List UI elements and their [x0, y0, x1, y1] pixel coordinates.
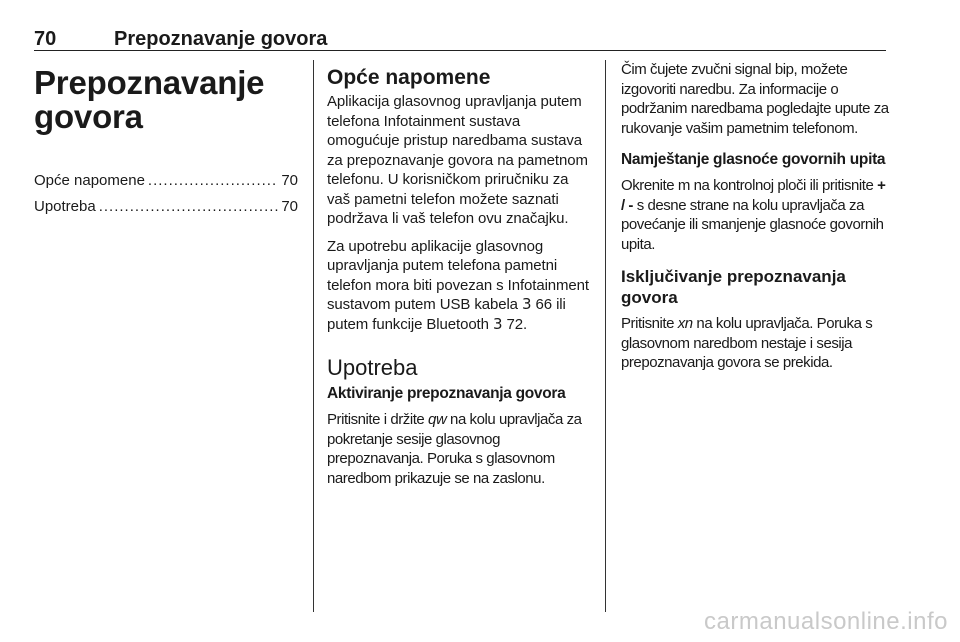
volume-knob-icon: m — [677, 177, 690, 194]
watermark: carmanualsonline.info — [704, 608, 948, 635]
section-heading-upotreba: Upotreba — [327, 355, 418, 380]
column-divider-2 — [605, 60, 606, 612]
paragraph: Za upotrebu aplikacije glasovnog upravljanja putem telefona pametni telefon mora biti povezan s Infotainment sustavom putem USB kabela 3 66 ili putem funkcije Bluetooth 3 72. — [327, 237, 589, 333]
running-title: Prepoznavanje govora — [114, 28, 328, 50]
column-2 — [327, 60, 595, 496]
paragraph: Aplikacija glasovnog upravljanja putem telefona Infotainment sustava omogućuje pristup naredbama sustava za prepoznavanje govora na pametnom telefonu. U korisničkom priručniku za vaš pametni telefon možete saznati podržava li vaš telefon ovu značajku. — [327, 93, 588, 227]
paragraph: Pritisnite i držite qw na kolu upravljača za pokretanje sesije glasovnog prepoznavanja. Poruka s glasovnom naredbom prikazuje se na zaslonu. — [327, 411, 582, 487]
page-reference-link[interactable]: 66 ili putem funkcije Bluetooth — [327, 296, 566, 333]
paragraph: Pritisnite xn na kolu upravljača. Poruka s glasovnom naredbom nestaje i sesija prepoznavanja govora se prekida. — [621, 315, 873, 371]
page-reference-link[interactable]: 72. — [502, 315, 528, 333]
column-divider-1 — [313, 60, 314, 612]
toc-entry-upotreba[interactable]: Upotreba ..... 70 — [34, 194, 298, 220]
paragraph: Čim čujete zvučni signal bip, možete izgovoriti naredbu. Za informacije o podržanim naredbama pogledajte upute za rukovanje vašim pametnim telefonom. — [621, 61, 889, 137]
section-heading-opce-napomene: Opće napomene — [327, 66, 491, 89]
voice-control-icon: qw — [428, 411, 447, 428]
chapter-title: Prepoznavanje govora — [34, 64, 265, 135]
page-number: 70 — [34, 28, 57, 50]
end-call-icon: xn — [677, 315, 693, 332]
toc-entry-opce-napomene[interactable]: Opće napomene ..... 70 — [34, 168, 298, 194]
subheading-glasnoca: Namještanje glasnoće govornih upita — [621, 151, 886, 168]
column-3 — [621, 60, 889, 381]
paragraph: Okrenite m na kontrolnoj ploči ili pritisnite + / - s desne strane na kolu upravljača za povećanje ili smanjenje glasnoće govornih upita. — [621, 177, 886, 253]
reference-arrow-icon: 3 — [492, 314, 503, 333]
reference-arrow-icon: 3 — [522, 295, 532, 313]
column-1 — [34, 60, 298, 220]
subheading-aktiviranje: Aktiviranje prepoznavanja govora — [327, 385, 566, 402]
subheading-iskljucivanje: Isključivanje prepoznavanja govora — [621, 267, 846, 307]
page-header — [34, 26, 886, 51]
